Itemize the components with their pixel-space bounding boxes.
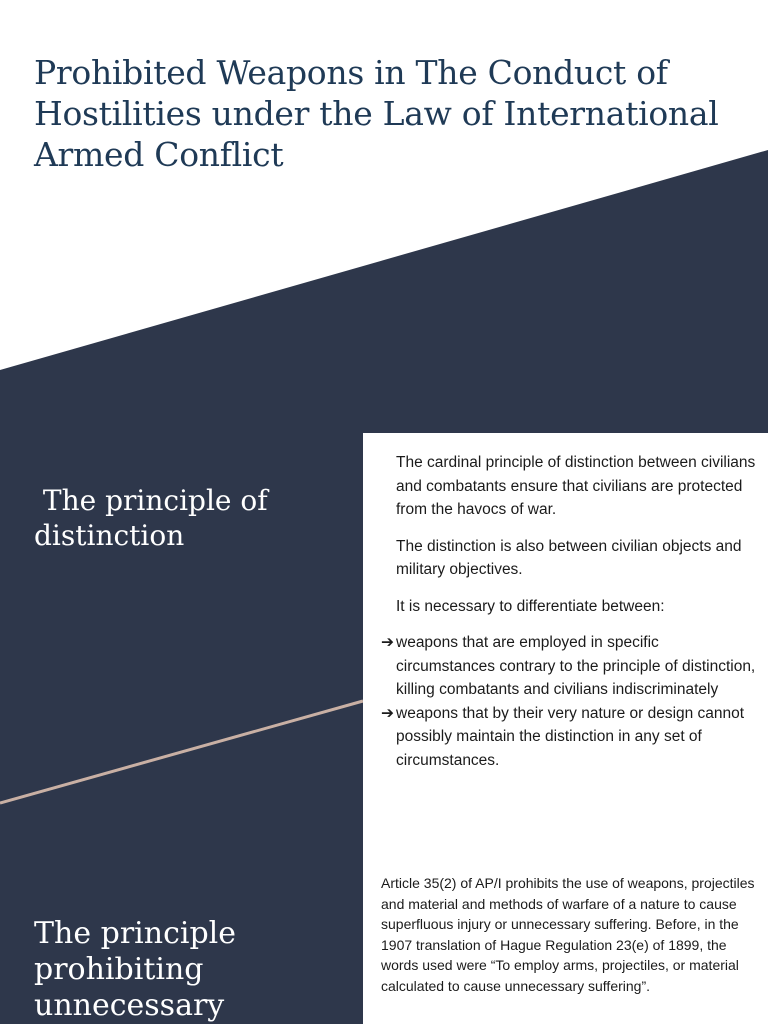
article-35-paragraph: Article 35(2) of AP/I prohibits the use of weapons, projectiles and material and methods of warfare of a nature to cause superfluous injury or unnecessary suffering. Before, in the 1907 translation of Hague Regulation 23(e) of 1899, the words used were “To employ arms, projectiles, or material calculated to cause unnecessary suffering”.: [381, 875, 755, 994]
distinction-bullet-list: [381, 631, 756, 772]
bullet-item: [381, 631, 756, 702]
slide-title: Prohibited Weapons in The Conduct of Hostilities under the Law of International Armed Conflict: [34, 53, 719, 174]
distinction-text-block: [381, 451, 756, 772]
distinction-paragraph: The distinction is also between civilian objects and military objectives.: [396, 537, 742, 578]
heading-principle-of-distinction: The principle of distinction: [34, 484, 268, 552]
distinction-paragraph: It is necessary to differentiate between:: [396, 597, 665, 615]
distinction-paragraph: The cardinal principle of distinction between civilians and combatants ensure that civilians are protected from the havocs of war.: [396, 454, 756, 518]
arrow-icon: ➔: [381, 634, 394, 651]
bullet-text: weapons that by their very nature or design cannot possibly maintain the distinction in any set of circumstances.: [396, 704, 745, 769]
arrow-icon: ➔: [381, 704, 394, 722]
bullet-text: weapons that are employed in specific circumstances contrary to the principle of distinction, killing combatants and civilians indiscriminately: [396, 634, 756, 698]
content-card: [363, 433, 768, 1024]
heading-principle-unnecessary-suffering: The principle prohibiting unnecessary: [34, 916, 237, 1023]
bullet-item: [381, 702, 756, 773]
